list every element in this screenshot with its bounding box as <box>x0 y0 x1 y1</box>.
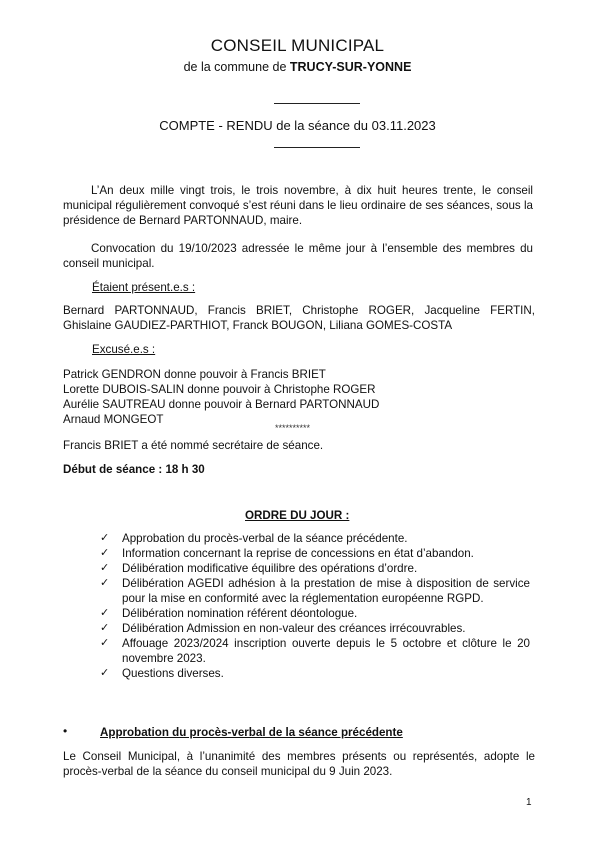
agenda-item <box>100 546 530 561</box>
check-icon: ✓ <box>100 547 110 559</box>
title-divider-bottom <box>274 147 360 148</box>
document-title: CONSEIL MUNICIPAL <box>210 36 385 55</box>
check-icon: ✓ <box>100 622 110 634</box>
agenda-item <box>100 621 530 636</box>
convocation-paragraph: Convocation du 19/10/2023 adressée le même jour à l’ensemble des membres du conseil municipal. <box>63 242 533 270</box>
agenda-item <box>100 531 530 546</box>
agenda-item-text: Délibération AGEDI adhésion à la prestation de mise à disposition de service pour la mise en conformité avec la réglementation européenne RGPD. <box>122 577 530 605</box>
agenda-item-text: Délibération nomination référent déontologue. <box>122 607 358 620</box>
excuse-line: Patrick GENDRON donne pouvoir à Francis BRIET <box>63 368 326 381</box>
separator-stars: ********** <box>275 423 311 433</box>
check-icon: ✓ <box>100 532 110 544</box>
agenda-item <box>100 576 530 606</box>
excuse-line: Arnaud MONGEOT <box>63 413 164 426</box>
ordre-du-jour-heading: ORDRE DU JOUR : <box>245 509 350 522</box>
debut-seance: Début de séance : 18 h 30 <box>63 463 205 476</box>
agenda-item-text: Information concernant la reprise de concessions en état d’abandon. <box>122 547 474 560</box>
check-icon: ✓ <box>100 667 110 679</box>
excuses-heading: Excusé.e.s : <box>92 343 156 356</box>
excuse-line: Lorette DUBOIS-SALIN donne pouvoir à Christophe ROGER <box>63 383 376 396</box>
agenda-item <box>100 666 530 681</box>
section-text: Le Conseil Municipal, à l’unanimité des membres présents ou représentés, adopte le procès-verbal de la séance du conseil municipal du 9 Juin 2023. <box>63 750 535 778</box>
agenda-item-text: Délibération Admission en non-valeur des créances irrécouvrables. <box>122 622 466 635</box>
presents-heading: Étaient présent.e.s : <box>92 281 196 294</box>
section-heading: Approbation du procès-verbal de la séance précédente <box>100 726 403 739</box>
excuse-line: Aurélie SAUTREAU donne pouvoir à Bernard PARTONNAUD <box>63 398 380 411</box>
agenda-item-text: Délibération modificative équilibre des opérations d’ordre. <box>122 562 418 575</box>
page-number: 1 <box>526 797 532 808</box>
section-bullet: • <box>63 724 68 738</box>
agenda-item <box>100 636 530 666</box>
check-icon: ✓ <box>100 577 110 589</box>
agenda-item-text: Questions diverses. <box>122 667 224 680</box>
check-icon: ✓ <box>100 607 110 619</box>
secretaire-line: Francis BRIET a été nommé secrétaire de séance. <box>63 439 324 452</box>
intro-paragraph: L’An deux mille vingt trois, le trois novembre, à dix huit heures trente, le conseil municipal régulièrement convoqué s’est réuni dans le lieu ordinaire de ses séances, sous la présidence de Bernard PARTONNAUD, maire. <box>63 184 533 227</box>
agenda-list <box>100 531 530 681</box>
compte-rendu-heading: COMPTE - RENDU de la séance du 03.11.2023 <box>159 118 436 133</box>
agenda-item-text: Approbation du procès-verbal de la séance précédente. <box>122 532 408 545</box>
agenda-item-text: Affouage 2023/2024 inscription ouverte depuis le 5 octobre et clôture le 20 novembre 2023. <box>122 637 530 665</box>
document-subtitle <box>0 60 595 74</box>
presents-list: Bernard PARTONNAUD, Francis BRIET, Christophe ROGER, Jacqueline FERTIN, Ghislaine GAUDIEZ-PARTHIOT, Franck BOUGON, Liliana GOMES-COSTA <box>63 304 535 332</box>
agenda-item <box>100 606 530 621</box>
agenda-item <box>100 561 530 576</box>
check-icon: ✓ <box>100 562 110 574</box>
title-divider-top <box>274 103 360 104</box>
check-icon: ✓ <box>100 637 110 649</box>
commune-name: TRUCY-SUR-YONNE <box>289 60 412 74</box>
subtitle-prefix: de la commune de <box>183 60 290 74</box>
